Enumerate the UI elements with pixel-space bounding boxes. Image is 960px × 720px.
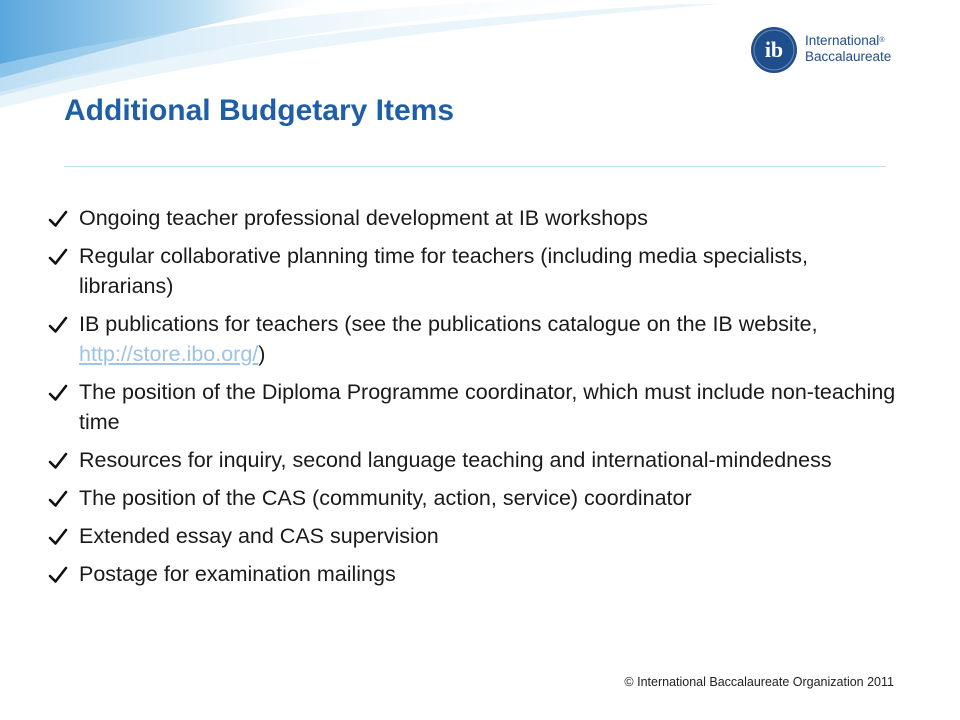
list-item xyxy=(48,445,898,475)
list-item-text: Postage for examination mailings xyxy=(79,562,396,586)
list-item-text: The position of the Diploma Programme coordinator, which must include non-teaching time xyxy=(79,380,896,434)
ib-logo-wordmark xyxy=(805,33,891,65)
title-divider xyxy=(64,166,886,167)
list-item-text: Regular collaborative planning time for teachers (including media specialists, librarians) xyxy=(79,244,808,298)
ib-logo-mark xyxy=(750,26,798,74)
logo-line-baccalaureate: Baccalaureate xyxy=(805,49,892,64)
ib-logo-mark-text: ib xyxy=(764,37,784,62)
logo-line-international: International xyxy=(805,33,880,48)
list-item-text: Resources for inquiry, second language teaching and international-mindedness xyxy=(79,448,832,472)
checkmark-icon xyxy=(48,490,68,508)
checkmark-icon xyxy=(48,384,68,402)
list-item xyxy=(48,309,898,369)
list-item xyxy=(48,203,898,233)
list-item-text: Extended essay and CAS supervision xyxy=(79,524,439,548)
list-item xyxy=(48,483,898,513)
list-item xyxy=(48,559,898,589)
page-title: Additional Budgetary Items xyxy=(64,94,455,127)
checkmark-icon xyxy=(48,566,68,584)
checkmark-icon xyxy=(48,528,68,546)
logo-registered-mark: ® xyxy=(879,37,885,44)
list-item xyxy=(48,241,898,301)
list-item-text: Ongoing teacher professional development at IB workshops xyxy=(79,206,648,230)
checkmark-icon xyxy=(48,210,68,228)
ibo-store-link[interactable]: http://store.ibo.org/ xyxy=(79,342,259,366)
list-item-text-suffix: ) xyxy=(258,342,266,366)
list-item-text: The position of the CAS (community, action, service) coordinator xyxy=(79,486,692,510)
list-item xyxy=(48,377,898,437)
list-item-text: IB publications for teachers (see the publications catalogue on the IB website, xyxy=(79,312,818,336)
ib-logo xyxy=(750,26,900,76)
list-item xyxy=(48,521,898,551)
checkmark-icon xyxy=(48,316,68,334)
checkmark-icon xyxy=(48,248,68,266)
budget-items-list xyxy=(48,203,898,597)
copyright-footer: © International Baccalaureate Organization 2011 xyxy=(624,675,894,689)
checkmark-icon xyxy=(48,452,68,470)
